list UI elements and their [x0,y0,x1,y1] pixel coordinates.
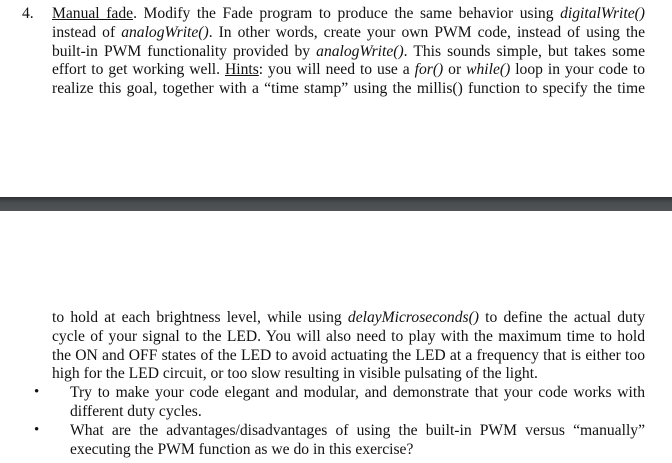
underlined-text: Manual fade [52,5,134,22]
bullet-item-1 [70,384,645,422]
text-line [70,441,645,460]
text: Try to make your code elegant and modular, and demonstrate that your code works with [70,384,645,401]
bullet-item-2 [70,422,645,460]
text: different duty cycles. [70,402,202,420]
text: . Modify the Fade program to produce the same behavior using [133,5,561,22]
text-line [52,61,645,80]
underlined-text: Hints [224,61,259,79]
text: high for the LED circuit, or too slow resulting in visible pulsating of the light. [52,365,538,383]
text-line [52,80,645,99]
text-line [52,309,645,328]
item-number: 4. [22,5,34,22]
italic-text: for() [414,61,444,79]
text: to hold at each brightness level, while using [52,309,348,326]
text-line [52,365,645,384]
text: cycle of your signal to the LED. You will also need to play with the maximum time to hold [52,327,645,345]
page-break-divider [0,197,672,211]
text: : you will need to use a [258,61,415,79]
text-line [52,5,645,24]
italic-text: analogWrite() [316,42,404,60]
italic-text: digitalWrite() [560,5,645,22]
text: instead of [52,23,122,41]
text-line [70,403,645,422]
text: . This sounds simple, but takes some [403,42,646,60]
text: to define the actual duty [478,309,645,326]
text-line [70,384,645,403]
text: What are the advantages/disadvantages of using the built-in PWM versus “manually” [70,422,645,439]
italic-text: while() [466,61,511,79]
bullet-icon: • [34,422,40,438]
text: loop in your code to [510,61,645,79]
text: the ON and OFF states of the LED to avoid actuating the LED at a frequency that is either too [52,346,645,364]
text: . In other words, create your own PWM code, instead of using the [208,23,645,41]
text-line [52,347,645,366]
text: executing the PWM function as we do in this exercise? [70,440,414,458]
text-line [52,43,645,62]
paragraph-top [52,5,645,99]
text-line [52,328,645,347]
italic-text: delayMicroseconds() [347,309,479,326]
text: built-in PWM functionality provided by [52,42,317,60]
text-line [70,422,645,441]
text-line [52,24,645,43]
text: effort to get working well. [52,61,225,79]
paragraph-bottom [52,309,645,384]
italic-text: analogWrite() [121,23,209,41]
text: realize this goal, together with a “time stamp” using the millis() function to specify the time [52,80,645,98]
text: or [443,61,467,79]
bullet-icon: • [34,384,40,400]
